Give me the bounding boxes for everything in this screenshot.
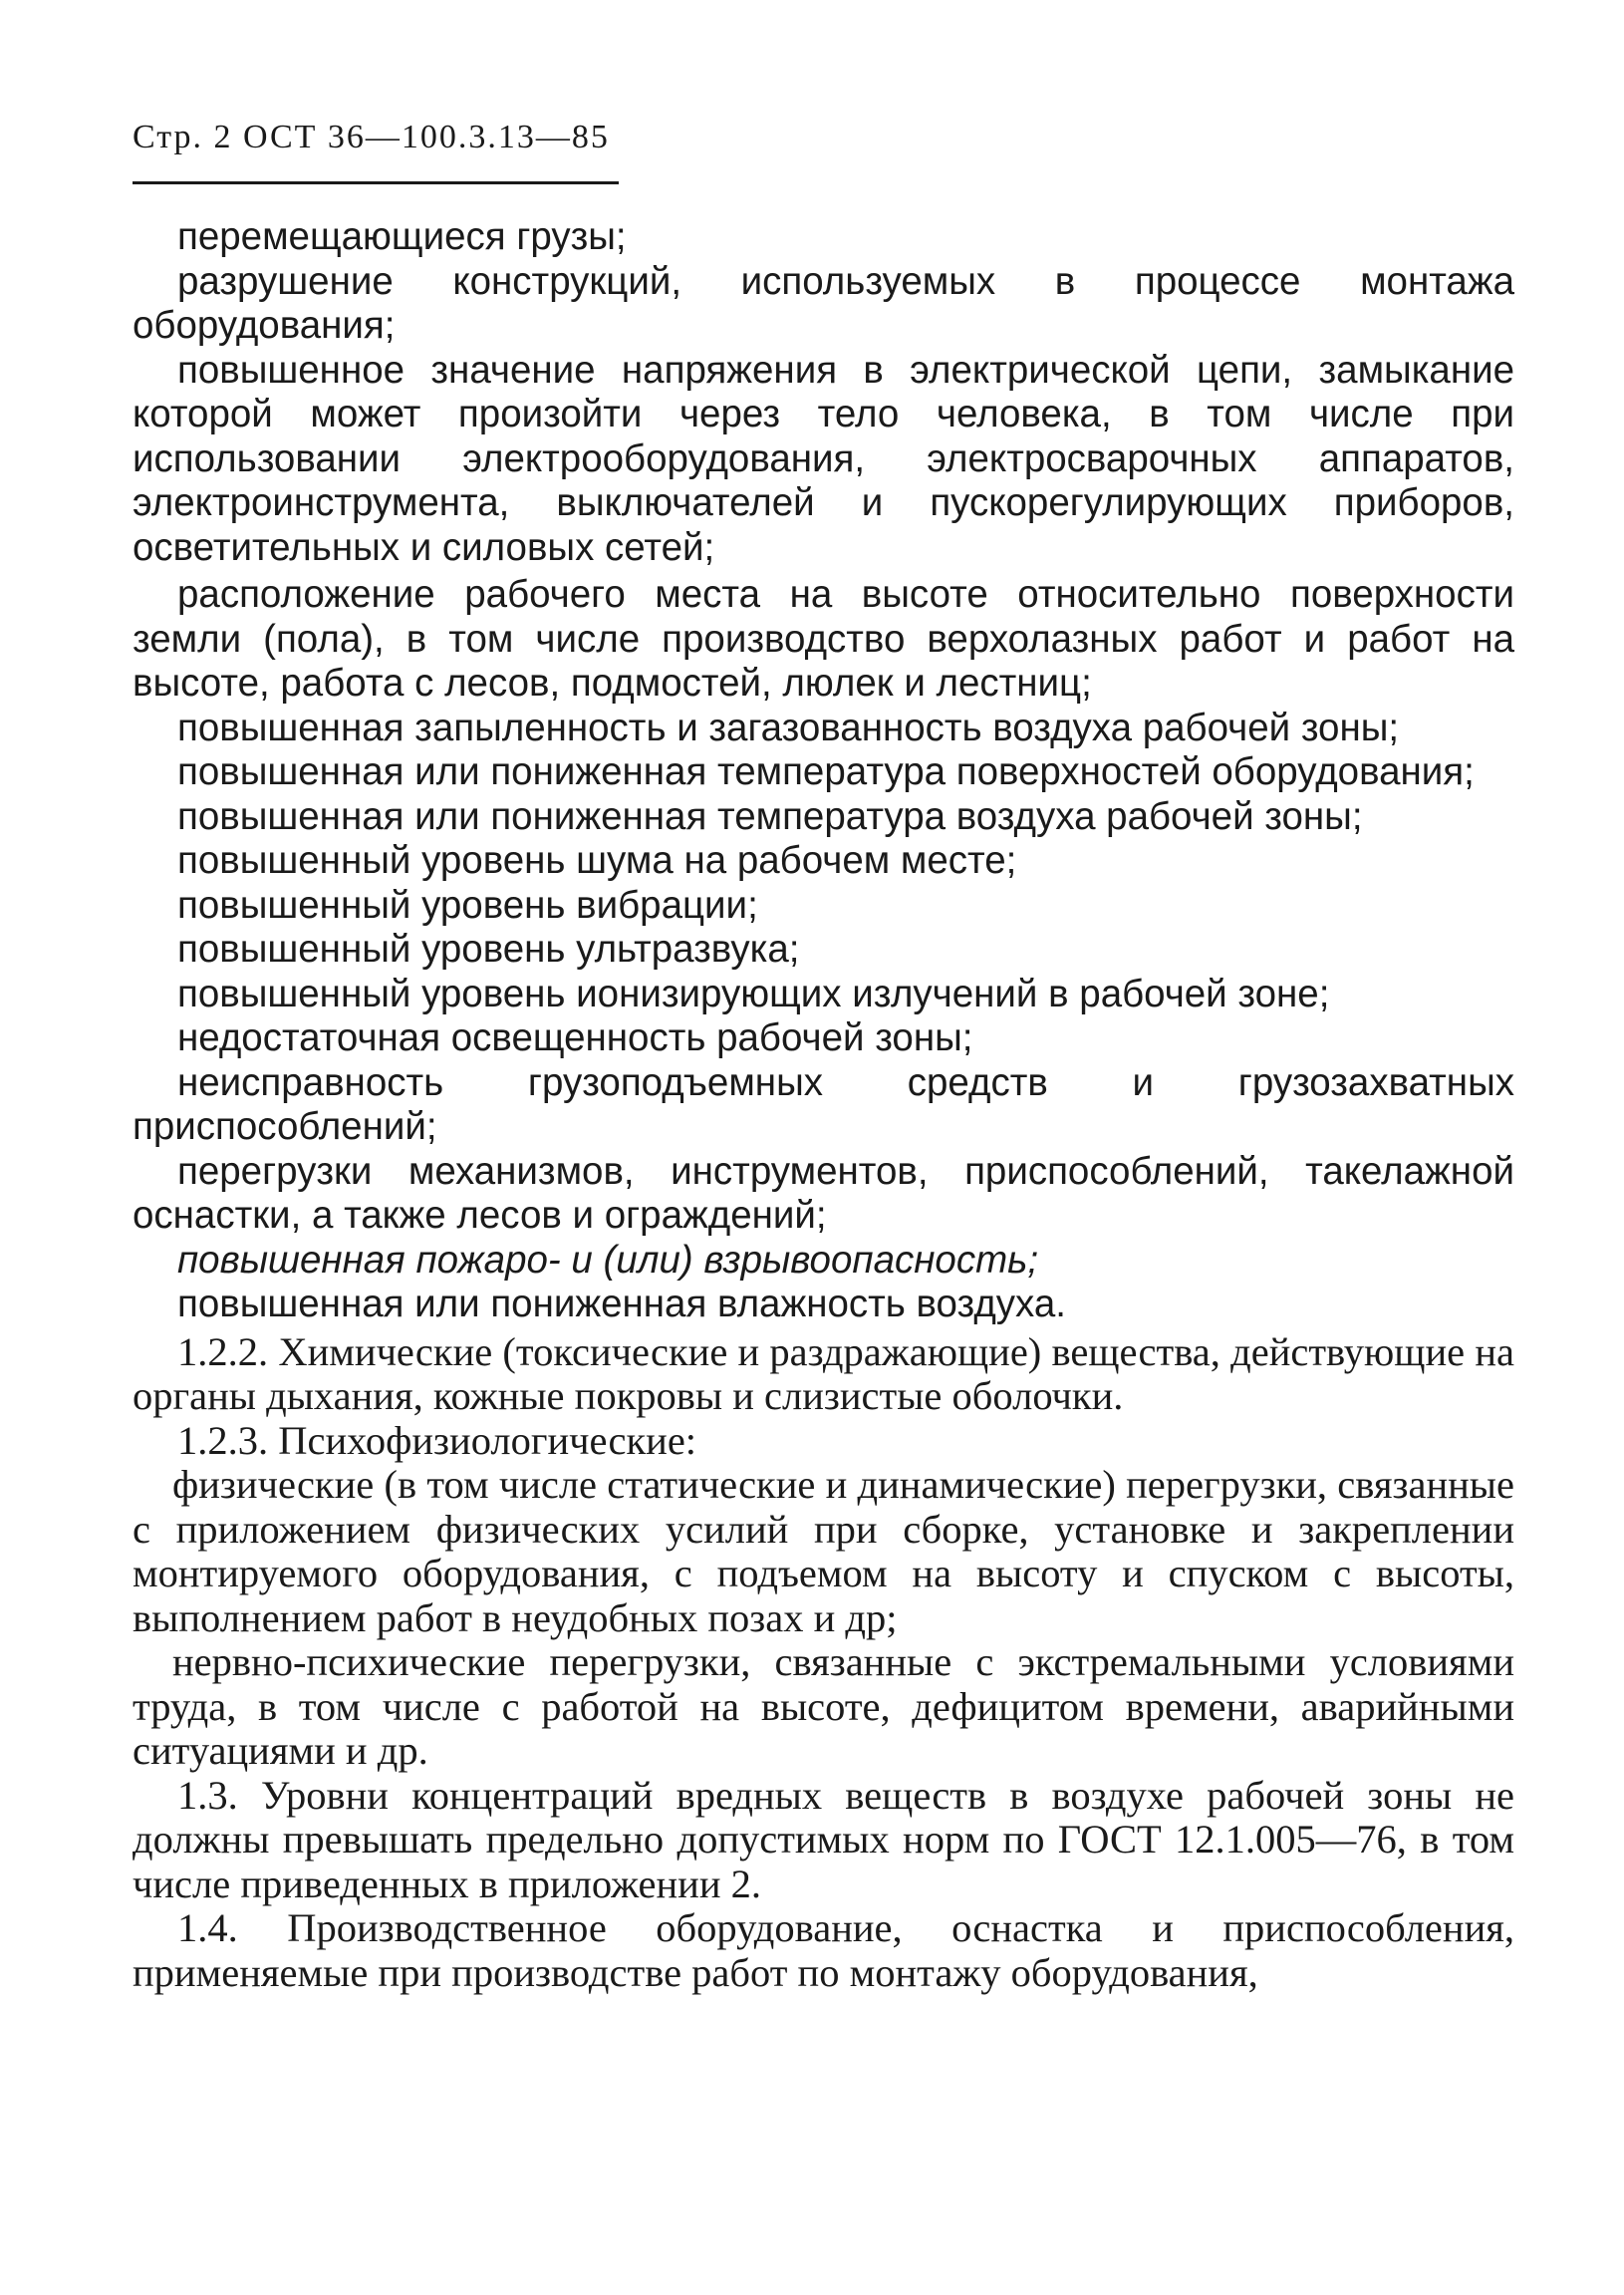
document-body (133, 215, 1514, 1995)
paragraph-12: недостаточная освещенность рабочей зоны; (177, 1016, 973, 1059)
paragraph-10: повышенный уровень ультразвука; (177, 928, 800, 971)
page-header: Стр. 2 ОСТ 36—100.3.13—85 (133, 119, 610, 155)
paragraph-8: повышенный уровень шума на рабочем месте; (177, 839, 1017, 882)
paragraph-5: повышенная запыленность и загазованность воздуха рабочей зоны; (177, 706, 1400, 749)
paragraph-7: повышенная или пониженная температура воздуха рабочей зоны; (177, 794, 1363, 838)
paragraph-13: неисправность грузоподъемных средств и грузозахватных приспособлений; (133, 1060, 1514, 1148)
paragraph-18: 1.2.3. Психофизиологические: (177, 1417, 697, 1463)
paragraph-11: повышенный уровень ионизирующих излучений в рабочей зоне; (177, 972, 1330, 1015)
paragraph-16: повышенная или пониженная влажность воздуха. (177, 1283, 1066, 1325)
paragraph-21: 1.3. Уровни концентраций вредных веществ в воздухе рабочей зоны не должны превышать предельно допустимых норм по ГОСТ 12.1.005—76, в том числе приведенных в приложении 2. (133, 1772, 1514, 1906)
paragraph-17: 1.2.2. Химические (токсические и раздражающие) вещества, действующие на органы дыхания, кожные покровы и слизистые оболочки. (133, 1328, 1514, 1418)
header-divider (133, 181, 619, 184)
paragraph-9: повышенный уровень вибрации; (177, 883, 758, 927)
paragraph-2: разрушение конструкций, используемых в процессе монтажа оборудования; (133, 259, 1514, 347)
paragraph-20: нервно-психические перегрузки, связанные с экстремальными условиями труда, в том числе с работой на высоте, дефицитом времени, аварийными ситуациями и др. (133, 1639, 1514, 1773)
paragraph-22: 1.4. Производственное оборудование, оснастка и приспособления, применяемые при производстве работ по монтажу оборудования, (133, 1905, 1514, 1995)
paragraph-3: повышенное значение напряжения в электрической цепи, замыкание которой может произойти через тело человека, в том числе при использовании электрооборудования, электросварочных аппаратов, электроинструмента, выключателей и пускорегулирующих приборов, осветительных и силовых сетей; (133, 348, 1514, 569)
paragraph-4: расположение рабочего места на высоте относительно поверхности земли (пола), в том числе производство верхолазных работ и работ на высоте, работа с лесов, подмостей, люлек и лестниц; (133, 573, 1514, 705)
paragraph-14: перегрузки механизмов, инструментов, приспособлений, такелажной оснастки, а также лесов и ограждений; (133, 1149, 1514, 1237)
paragraph-1: перемещающиеся грузы; (177, 215, 627, 258)
paragraph-6: повышенная или пониженная температура поверхностей оборудования; (177, 750, 1475, 793)
paragraph-19: физические (в том числе статические и динамические) перегрузки, связанные с приложением физических усилий при сборке, установке и закреплении монтируемого оборудования, с подъемом на высоту и спуском с высоты, выполнением работ в неудобных позах и др; (133, 1462, 1514, 1640)
paragraph-15: повышенная пожаро- и (или) взрывоопасность; (177, 1238, 1039, 1282)
